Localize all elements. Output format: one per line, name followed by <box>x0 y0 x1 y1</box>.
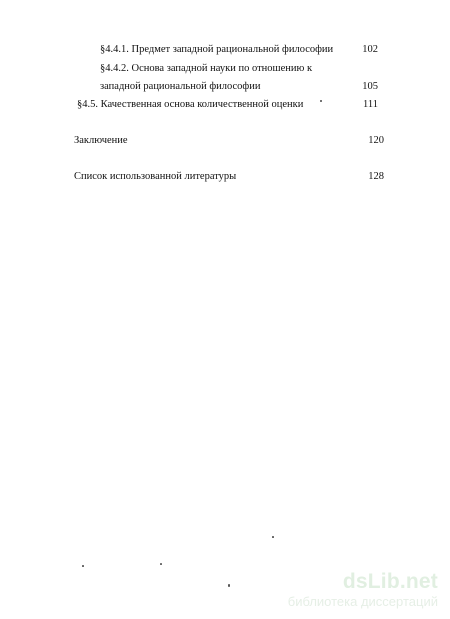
scan-speck <box>160 563 162 565</box>
scan-speck <box>228 584 230 587</box>
toc-entry-4-4-2-title-line2: западной рациональной философии <box>100 81 261 92</box>
watermark-subtitle: библиотека диссертаций <box>287 594 438 609</box>
toc-entry-4-4-1-page: 102 <box>362 44 378 55</box>
scan-speck <box>272 536 274 538</box>
toc-entry-4-4-1-title: §4.4.1. Предмет западной рациональной философии <box>100 44 334 55</box>
toc-entry-conclusion-page: 120 <box>368 135 384 146</box>
toc-entry-4-5-title: §4.5. Качественная основа количественной оценки <box>77 99 304 110</box>
toc-entry-conclusion-title: Заключение <box>74 135 128 146</box>
toc-entry-bibliography-page: 128 <box>368 171 384 182</box>
toc-entry-4-4-2-page: 105 <box>362 81 378 92</box>
toc-entry-4-4-2-title-line1: §4.4.2. Основа западной науки по отношению к <box>100 63 313 74</box>
toc-entry-4-5-page: 111 <box>363 99 378 110</box>
scan-speck <box>82 565 84 567</box>
watermark-logo: dsLib.net <box>342 570 438 593</box>
scan-speck <box>320 100 322 102</box>
toc-entry-bibliography-title: Список использованной литературы <box>74 171 237 182</box>
watermark <box>288 571 438 609</box>
